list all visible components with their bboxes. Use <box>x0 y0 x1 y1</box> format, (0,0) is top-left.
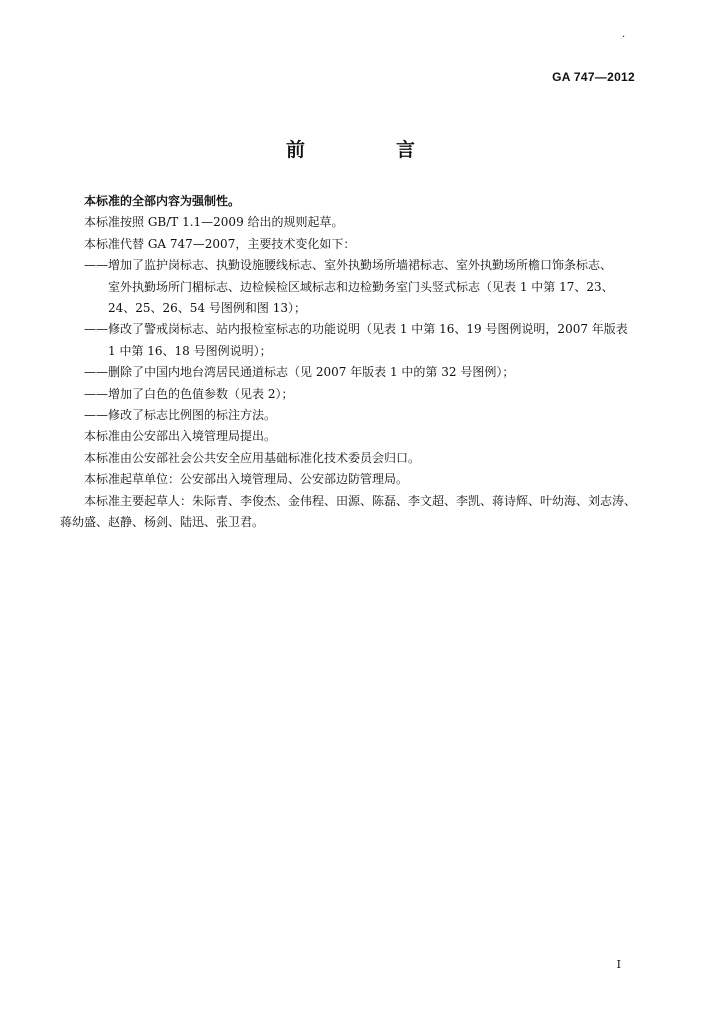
paragraph-drafting-units: 本标准起草单位：公安部出入境管理局、公安部边防管理局。 <box>84 472 409 487</box>
dash: —— <box>84 408 108 423</box>
page-number: I <box>616 958 621 971</box>
change-item-2 <box>60 319 648 362</box>
change-item-1 <box>60 255 648 319</box>
change-item-2-line-1: 修改了警戒岗标志、站内报检室标志的功能说明（见表 1 中第 16、19 号图例说明，2007 年版表 <box>108 322 628 337</box>
change-item-1-line-3: 24、25、26、54 号图例和图 13）； <box>108 301 306 316</box>
change-item-1-line-1: 增加了监护岗标志、执勤设施腰线标志、室外执勤场所墙裙标志、室外执勤场所檐口饰条标志、 <box>108 258 613 273</box>
change-item-3 <box>60 362 648 383</box>
change-item-5 <box>60 405 648 426</box>
standard-code: GA 747—2012 <box>552 70 635 84</box>
page-title: 前 言 <box>285 139 451 161</box>
dash: —— <box>84 365 108 380</box>
paragraph-proposed-by: 本标准由公安部出入境管理局提出。 <box>84 429 277 444</box>
dash: —— <box>84 258 108 273</box>
paragraph-drafting-rules: 本标准按照 GB/T 1.1—2009 给出的规则起草。 <box>84 215 344 230</box>
paragraph-drafters-line-2: 蒋幼盛、赵静、杨剑、陆迅、张卫君。 <box>60 515 265 530</box>
change-item-5-text: 修改了标志比例图的标注方法。 <box>108 408 277 423</box>
paragraph-centralized-by: 本标准由公安部社会公共安全应用基础标准化技术委员会归口。 <box>84 450 421 465</box>
dash: —— <box>84 386 108 401</box>
dash: —— <box>84 322 108 337</box>
paragraph-drafters-line-1: 本标准主要起草人：朱际青、李俊杰、金伟程、田源、陈磊、李文超、李凯、蒋诗辉、叶幼海、刘志涛、 <box>84 493 637 508</box>
change-item-4-text: 增加了白色的色值参数（见表 2）； <box>108 386 294 401</box>
paragraph-replaces: 本标准代替 GA 747—2007，主要技术变化如下： <box>84 236 356 251</box>
change-item-1-line-2: 室外执勤场所门楣标志、边检候检区域标志和边检勤务室门头竖式标志（见表 1 中第 17、23、 <box>108 279 614 294</box>
change-item-4 <box>60 384 648 405</box>
foreword-body <box>60 191 648 534</box>
change-item-3-text: 删除了中国内地台湾居民通道标志（见 2007 年版表 1 中的第 32 号图例）； <box>108 365 515 380</box>
paragraph-mandatory: 本标准的全部内容为强制性。 <box>84 194 241 208</box>
scan-mark: . <box>622 29 626 40</box>
change-item-2-line-2: 1 中第 16、18 号图例说明）； <box>108 343 272 358</box>
